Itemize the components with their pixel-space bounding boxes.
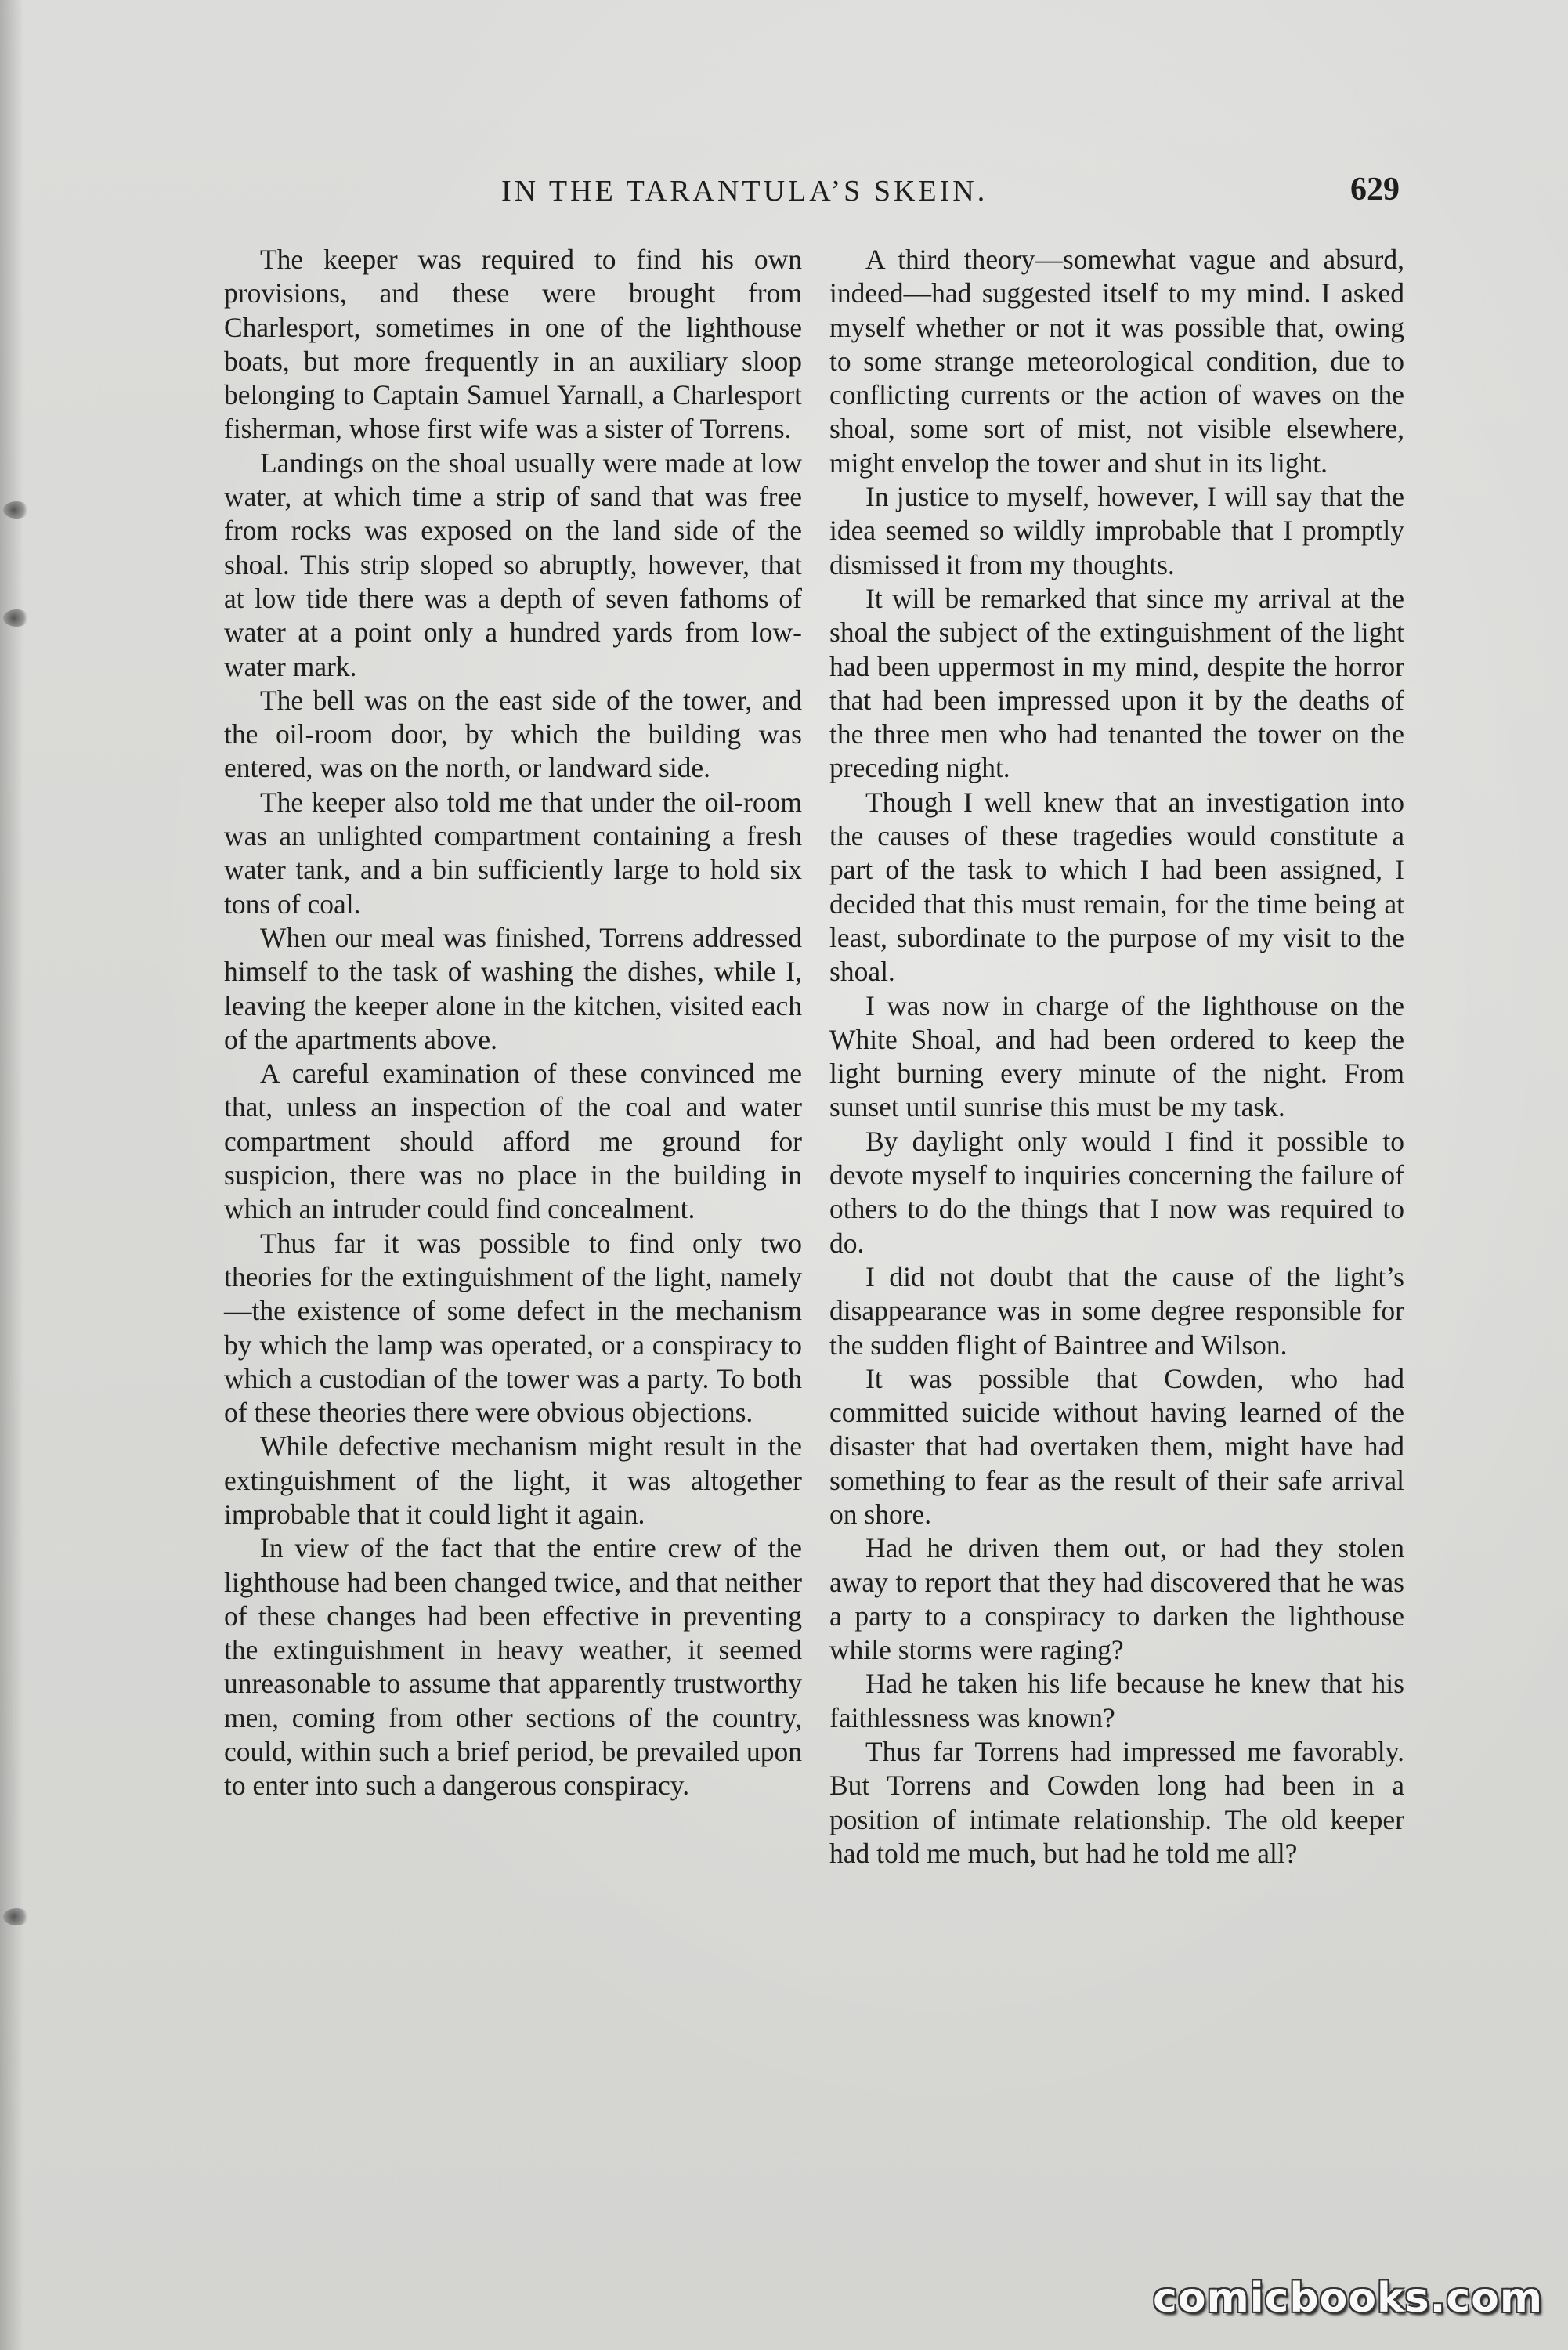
- right-column: [829, 243, 1404, 1871]
- page-edge-shadow: [0, 0, 23, 2350]
- paragraph: In view of the fact that the entire crew of the lighthouse had been changed twice, and that neither of these changes had been effective in preventing the extinguishment in heavy weather, it seemed unreasonable to assume that apparently trustworthy men, coming from other sections of the country, could, within such a brief period, be prevailed upon to enter into such a dangerous conspiracy.: [224, 1532, 802, 1802]
- paragraph: It was possible that Cowden, who had committed suicide without having learned of the disaster that had overtaken them, might have had something to fear as the result of their safe arrival on shore.: [829, 1362, 1404, 1530]
- paragraph: By daylight only would I find it possible to devote myself to inquiries concerning the failure of others to do the things that I now was required to do.: [829, 1125, 1404, 1259]
- paragraph: The keeper was required to find his own provisions, and these were brought from Charlesport, sometimes in one of the lighthouse boats, but more frequently in an auxiliary sloop belonging to Captain Samuel Yarnall, a Charlesport fisherman, whose first wife was a sister of Torrens.: [224, 244, 802, 445]
- page-number: 629: [1350, 172, 1400, 208]
- paragraph: The keeper also told me that under the oil-room was an unlighted compartment containing a fresh water tank, and a bin sufficiently large to hold six tons of coal.: [224, 786, 802, 920]
- paragraph: In justice to myself, however, I will say that the idea seemed so wildly improbable that I promptly dismissed it from my thoughts.: [829, 481, 1404, 580]
- paragraph: Landings on the shoal usually were made at low water, at which time a strip of sand that was free from rocks was exposed on the land side of the shoal. This strip sloped so abruptly, however, that at low tide there was a depth of seven fathoms of water at a point only a hundred yards from low-water mark.: [224, 446, 802, 682]
- running-title: IN THE TARANTULA’S SKEIN.: [501, 175, 988, 208]
- paragraph: I did not doubt that the cause of the light’s disappearance was in some degree responsible for the sudden flight of Baintree and Wilson.: [829, 1260, 1404, 1361]
- watermark-logo: comicbooks.com: [1153, 2275, 1544, 2322]
- paragraph: While defective mechanism might result in the extinguishment of the light, it was altogether improbable that it could light it again.: [224, 1430, 802, 1530]
- page-header: [0, 174, 1568, 215]
- left-column: [224, 243, 802, 1803]
- binding-hole: [3, 609, 30, 627]
- paragraph: A careful examination of these convinced me that, unless an inspection of the coal and water compartment should afford me ground for suspicion, there was no place in the building in which an intruder could find concealment.: [224, 1058, 802, 1225]
- binding-hole: [3, 501, 30, 519]
- paragraph: Had he driven them out, or had they stolen away to report that they had discovered that he was a party to a conspiracy to darken the lighthouse while storms were raging?: [829, 1532, 1404, 1666]
- paragraph: I was now in charge of the lighthouse on the White Shoal, and had been ordered to keep the light burning every minute of the night. From sunset until sunrise this must be my task.: [829, 989, 1404, 1123]
- paragraph: A third theory—somewhat vague and absurd, indeed—had suggested itself to my mind. I asked myself whether or not it was possible that, owing to some strange meteorological condition, due to conflicting currents or the action of waves on the shoal, some sort of mist, not visible elsewhere, might envelop the tower and shut in its light.: [829, 244, 1404, 479]
- binding-hole: [3, 1908, 30, 1925]
- paragraph: It will be remarked that since my arrival at the shoal the subject of the extinguishment of the light had been uppermost in my mind, despite the horror that had been impressed upon it by the deaths of the three men who had tenanted the tower on the preceding night.: [829, 582, 1404, 784]
- paragraph: The bell was on the east side of the tower, and the oil-room door, by which the building was entered, was on the north, or landward side.: [224, 684, 802, 784]
- paragraph: Thus far Torrens had impressed me favorably. But Torrens and Cowden long had been in a position of intimate relationship. The old keeper had told me much, but had he told me all?: [829, 1736, 1404, 1869]
- paragraph: Thus far it was possible to find only two theories for the extinguishment of the light, namely—the existence of some defect in the mechanism by which the lamp was operated, or a conspiracy to which a custodian of the tower was a party. To both of these theories there were obvious objections.: [224, 1227, 802, 1429]
- paragraph: Had he taken his life because he knew that his faithlessness was known?: [829, 1668, 1404, 1734]
- paragraph: When our meal was finished, Torrens addressed himself to the task of washing the dishes, while I, leaving the keeper alone in the kitchen, visited each of the apartments above.: [224, 921, 802, 1055]
- paragraph: Though I well knew that an investigation into the causes of these tragedies would constitute a part of the task to which I had been assigned, I decided that this must remain, for the time being at least, subordinate to the purpose of my visit to the shoal.: [829, 786, 1404, 988]
